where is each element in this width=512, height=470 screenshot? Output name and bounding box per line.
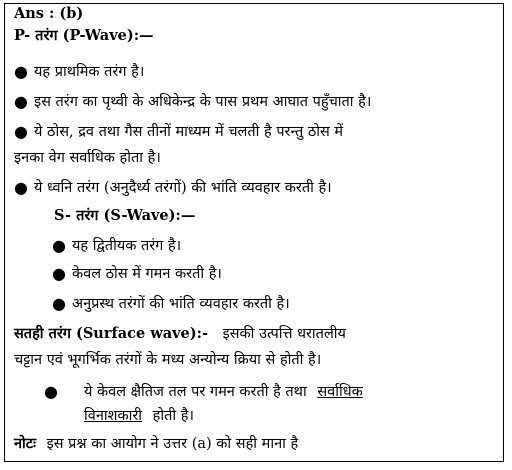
bullet-icon: ● — [52, 264, 66, 283]
surface-line-1 — [14, 324, 346, 344]
surface-text: इसकी उत्पत्ति धरातलीय — [222, 326, 346, 342]
surface-heading: सतही तरंग (Surface wave):- — [14, 325, 208, 342]
surface-line-2: चट्टान एवं भूगर्भिक तरंगों के मध्य अन्योन्य क्रिया से होती है। — [14, 352, 322, 368]
swave-point: केवल ठोस में गमन करती है। — [72, 266, 222, 282]
pwave-point: ये ध्वनि तरंग (अनुदैर्ध्य तरंगों) की भांति व्यवहार करती है। — [34, 180, 332, 196]
bullet-icon: ● — [14, 62, 28, 81]
answer-label: Ans : (b) — [14, 5, 84, 22]
bullet-icon: ● — [14, 178, 28, 197]
swave-point: यह द्वितीयक तरंग है। — [72, 238, 182, 254]
bullet-icon: ● — [14, 122, 28, 141]
pwave-point-continuation: इनका वेग सर्वाधिक होता है। — [14, 150, 161, 166]
bullet-icon: ● — [44, 382, 58, 401]
pwave-point: यह प्राथमिक तरंग है। — [34, 64, 145, 80]
surface-bullet-text: ये केवल क्षैतिज तल पर गमन करती है तथा — [84, 384, 307, 400]
swave-heading: S- तरंग (S-Wave):— — [54, 207, 196, 224]
pwave-heading: P- तरंग (P-Wave):— — [14, 27, 154, 44]
surface-underlined-word: विनाशकारी — [84, 408, 143, 424]
note-text: इस प्रश्न का आयोग ने उत्तर (a) को सही माना है — [46, 436, 299, 452]
surface-bullet-continuation — [84, 406, 194, 426]
pwave-point: ये ठोस, द्रव तथा गैस तीनों माध्यम में चलती है परन्तु ठोस में — [34, 124, 344, 140]
bullet-icon: ● — [52, 294, 66, 313]
note-line — [14, 434, 298, 454]
pwave-point: इस तरंग का पृथ्वी के अधिकेन्द्र के पास प्रथम आघात पहुँचाता है। — [34, 94, 372, 110]
surface-bullet-text: होती है। — [152, 408, 194, 424]
surface-underlined-word: सर्वाधिक — [317, 384, 363, 400]
swave-point: अनुप्रस्थ तरंगों की भांति व्यवहार करती है। — [72, 296, 290, 312]
bullet-icon: ● — [14, 92, 28, 111]
surface-bullet-line — [84, 382, 363, 402]
note-label: नोटः — [14, 435, 37, 452]
bullet-icon: ● — [52, 236, 66, 255]
